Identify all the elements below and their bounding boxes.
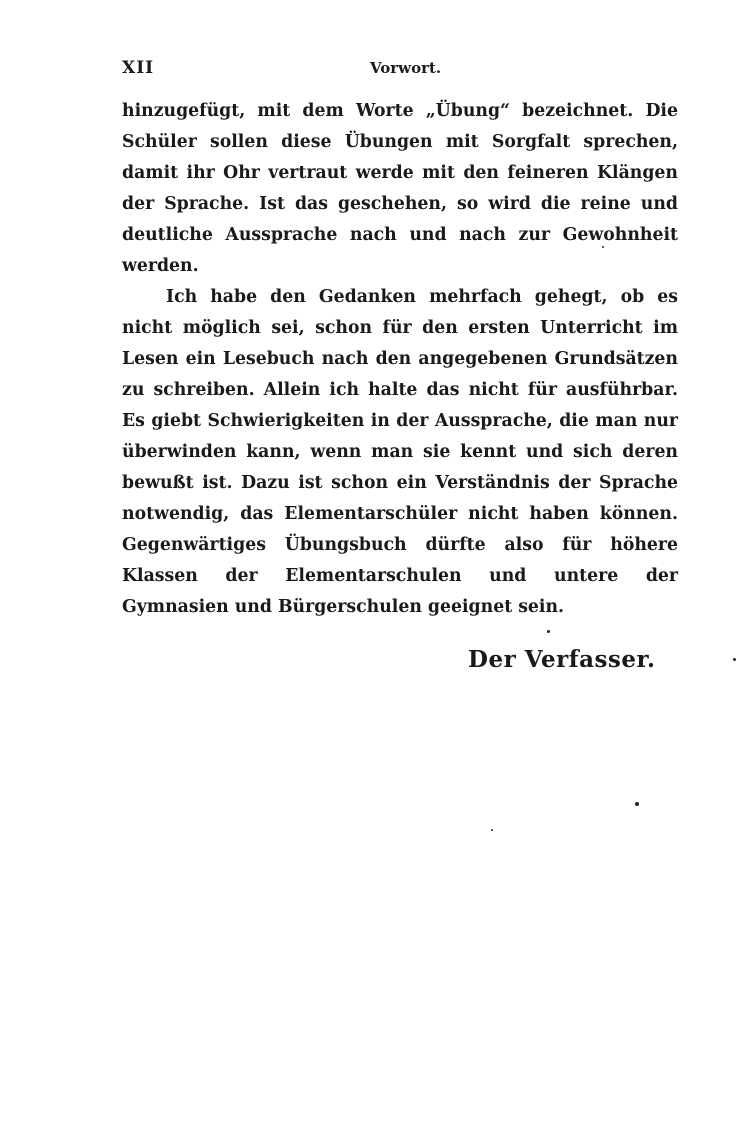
running-head: Vorwort. — [370, 59, 442, 77]
paragraph-continuation: hinzugefügt, mit dem Worte „Übung“ bezeichnet. Die Schüler sollen diese Übungen mit Sorgfalt sprechen, damit ihr Ohr vertraut werde mit den feineren Klängen der Sprache. Ist das geschehen, so wird die reine und deutliche Aussprache nach und nach zur Gewohnheit werden. — [122, 101, 678, 276]
scan-speck — [602, 246, 604, 248]
body-text — [122, 96, 678, 623]
page-number: XII — [122, 58, 155, 78]
page-header — [122, 58, 678, 86]
scan-speck — [491, 829, 493, 831]
scan-speck — [635, 802, 639, 806]
paragraph: Ich habe den Gedanken mehrfach gehegt, ob es nicht möglich sei, schon für den ersten Unterricht im Lesen ein Lesebuch nach den angegebenen Grundsätzen zu schreiben. Allein ich halte das nicht für ausführbar. Es giebt Schwierigkeiten in der Aussprache, die man nur überwinden kann, wenn man sie kennt und sich deren bewußt ist. Dazu ist schon ein Verständnis der Sprache notwendig, das Elementarschüler nicht haben können. Gegenwärtiges Übungsbuch dürfte also für höhere Klassen der Elementarschulen und untere der Gymnasien und Bürgerschulen geeignet sein. — [122, 287, 678, 617]
scan-speck — [547, 630, 550, 633]
author-signature: Der Verfasser. — [468, 646, 656, 673]
scan-speck — [733, 658, 736, 661]
